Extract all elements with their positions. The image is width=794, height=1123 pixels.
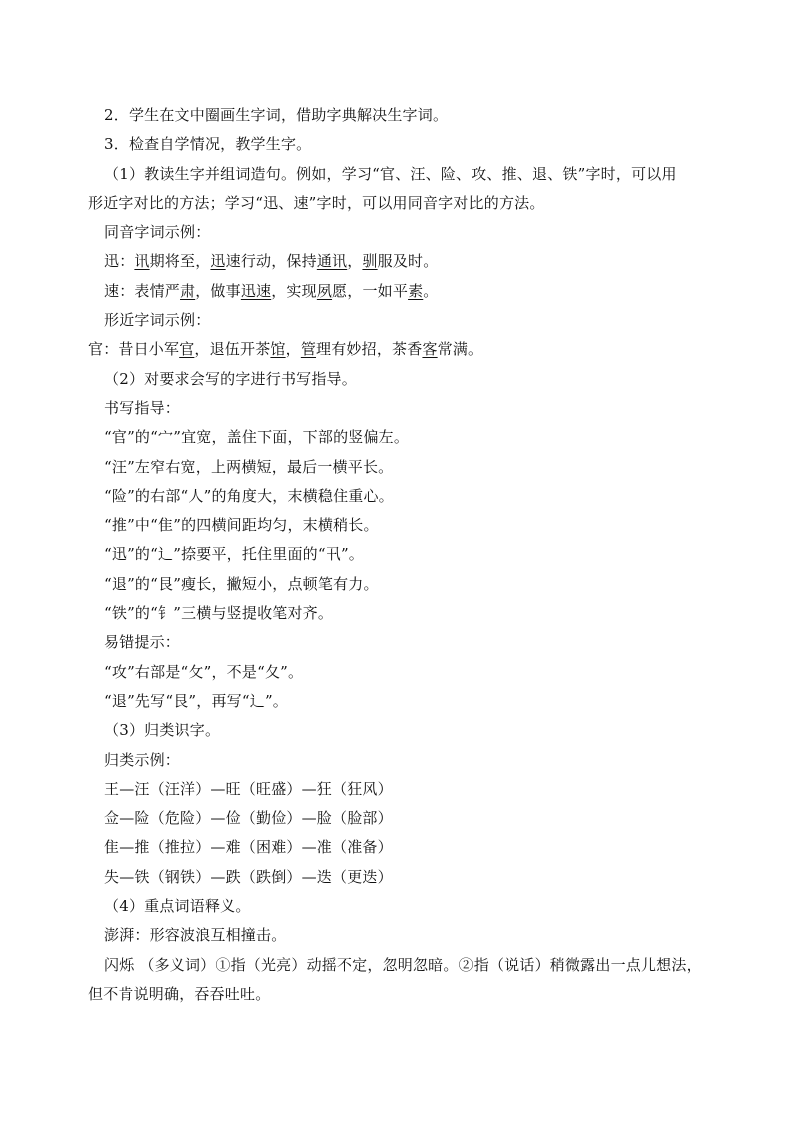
paragraph-line: 3．检查自学情况，教学生字。 (104, 135, 312, 154)
section-label: 归类示例： (104, 750, 181, 769)
section-label: 同音字词示例： (104, 223, 211, 242)
section-label: 书写指导： (104, 398, 181, 417)
underlined-word: 馆 (270, 340, 286, 359)
writing-guide-line: “推”中“隹”的四横间距均匀，末横稍长。 (104, 516, 379, 535)
category-example-line: 佥—险（危险）—俭（勤俭）—脸（脸部） (104, 809, 393, 828)
writing-guide-line: “退”的“艮”瘦长，撇短小，点顿笔有力。 (104, 574, 379, 593)
underlined-word: 素 (408, 281, 424, 300)
underlined-word: 客 (422, 340, 438, 359)
paragraph-line: 2．学生在文中圈画生字词，借助字典解决生字词。 (104, 106, 449, 124)
underlined-word: 迅速 (240, 281, 272, 300)
definition-line: 闪烁 （多义词）①指（光亮）动摇不定，忽明忽暗。②指（说话）稍微露出一点儿想法， (104, 955, 702, 974)
category-example-line: 失—铁（钢铁）—跌（跌倒）—迭（更迭） (104, 867, 393, 886)
writing-guide-line: “险”的右部“人”的角度大，末横稳住重心。 (104, 486, 394, 505)
writing-guide-line: “官”的“宀”宜宽，盖住下面，下部的竖偏左。 (104, 428, 410, 447)
underlined-word: 驯 (362, 252, 378, 271)
underlined-word: 官 (179, 340, 195, 359)
underlined-word: 通讯 (316, 252, 348, 271)
definition-line: 澎湃：形容波浪互相撞击。 (104, 926, 287, 945)
document-body (88, 101, 728, 1009)
homophone-example-xun: 迅：讯期将至，迅速行动，保持通讯，驯服及时。 (104, 252, 439, 271)
similar-form-example-guan: 官：昔日小军官，退伍开茶馆，管理有妙招，茶香客常满。 (88, 340, 484, 359)
underlined-word: 管 (300, 340, 317, 359)
homophone-example-su: 速：表情严肃，做事迅速，实现夙愿，一如平素。 (104, 281, 439, 300)
writing-guide-line: “迅”的“辶”捺要平，托住里面的“卂”。 (104, 545, 365, 564)
writing-guide-line: “汪”左窄右宽，上两横短，最后一横平长。 (104, 457, 394, 476)
section-label: 易错提示： (104, 633, 181, 652)
paragraph-line: （1）教读生字并组词造句。例如，学习“官、汪、险、攻、推、退、铁”字时，可以用 (104, 164, 677, 183)
paragraph-line: （3）归类识字。 (104, 721, 221, 740)
underlined-word: 肃 (180, 281, 196, 300)
category-example-line: 王—汪（汪洋）—旺（旺盛）—狂（狂风） (104, 779, 393, 798)
underlined-word: 夙 (316, 281, 333, 300)
error-tip-line: “退”先写“艮”，再写“辶”。 (104, 691, 289, 710)
definition-line: 但不肯说明确，吞吞吐吐。 (88, 984, 271, 1003)
error-tip-line: “攻”右部是“攵”，不是“夂”。 (104, 662, 304, 681)
paragraph-line: 形近字对比的方法；学习“迅、速”字时，可以用同音字对比的方法。 (88, 193, 545, 212)
category-example-line: 隹—推（推拉）—难（困难）—准（准备） (104, 838, 393, 857)
underlined-word: 讯 (134, 252, 150, 271)
paragraph-line: （4）重点词语释义。 (104, 897, 251, 916)
underlined-word: 迅 (210, 252, 226, 271)
section-label: 形近字词示例： (104, 311, 211, 330)
paragraph-line: （2）对要求会写的字进行书写指导。 (104, 369, 357, 388)
writing-guide-line: “铁”的“钅”三横与竖提收笔对齐。 (104, 604, 334, 623)
